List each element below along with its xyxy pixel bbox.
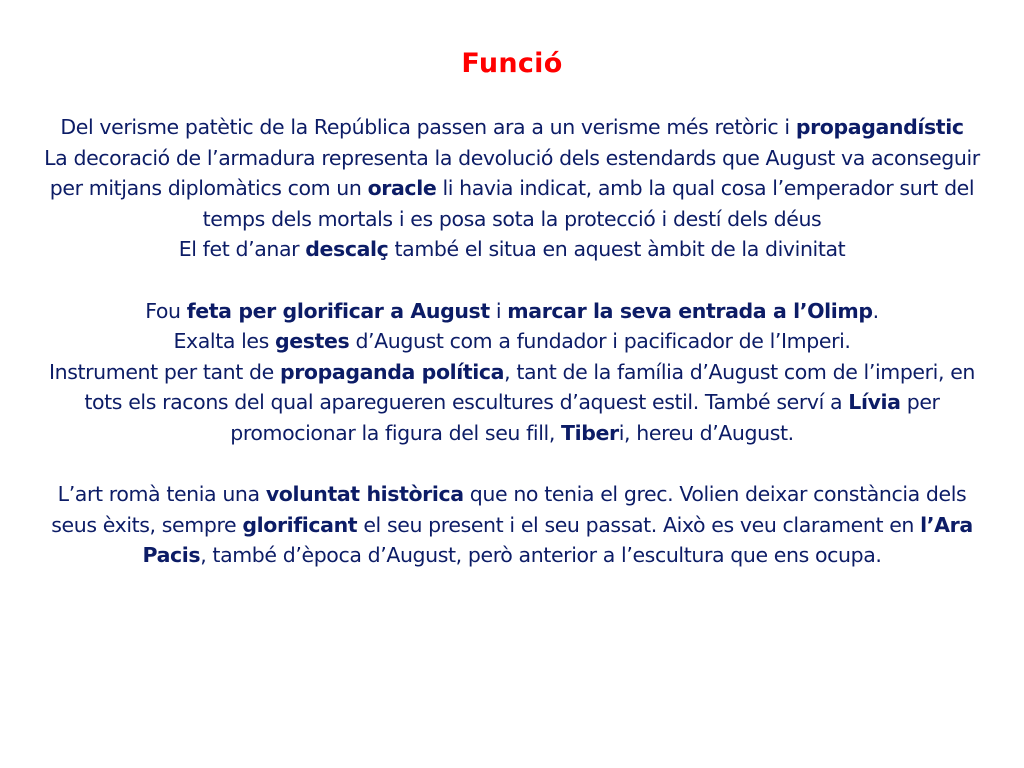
bold-run: marcar la seva entrada a l’Olimp	[507, 298, 873, 323]
bold-run: propagandístic	[795, 115, 964, 139]
spacer	[32, 265, 992, 296]
text-run: , tant de la família d’August com de l’imperi, en tots els racons del qual aparegueren escultures d’aquest estil. També serví a	[84, 359, 976, 415]
text-run: també el situa en aquest àmbit de la divinitat	[388, 237, 846, 262]
text-run: , també d’època d’August, però anterior a l’escultura que ens ocupa.	[200, 543, 882, 568]
bold-run: descalç	[305, 237, 389, 262]
text-run: Fou	[145, 298, 187, 323]
bold-run: glorificant	[242, 512, 358, 537]
text-run: Del verisme patètic de la República passen ara a un verisme més retòric i	[60, 115, 796, 139]
paragraph-decoracio	[32, 143, 992, 235]
paragraph-gestes	[32, 326, 992, 357]
bold-run: l’Ara Pacis	[142, 512, 973, 568]
text-run: i	[489, 298, 508, 323]
text-run: Exalta les	[173, 329, 276, 354]
text-run: que no tenia el grec. Volien deixar constància dels seus èxits, sempre	[51, 482, 967, 537]
bold-run: propaganda política	[279, 359, 505, 384]
text-run: Instrument per tant de	[48, 359, 280, 384]
slide-body	[32, 112, 992, 571]
text-run: La decoració de l’armadura representa la devolució dels estendards que August va aconseguir per mitjans diplomàtics com un	[44, 145, 980, 201]
text-run: el seu present i el seu passat. Això es veu clarament en	[357, 512, 921, 537]
text-run: li havia indicat, amb la qual cosa l’emperador surt del temps dels mortals i es posa sota la protecció i destí dels déus	[202, 176, 975, 231]
text-run: .	[872, 298, 879, 323]
paragraph-glorificar	[32, 296, 992, 327]
text-run: i, hereu d’August.	[618, 420, 794, 445]
paragraph-propaganda	[32, 357, 992, 449]
bold-run: oracle	[367, 176, 437, 201]
text-run: per promocionar la figura del seu fill,	[230, 390, 940, 445]
bold-run: gestes	[275, 329, 350, 354]
spacer	[32, 449, 992, 480]
text-run: L’art romà tenia una	[57, 482, 266, 507]
slide	[32, 0, 992, 768]
bold-run: feta per glorificar a August	[186, 298, 490, 323]
text-run: El fet d’anar	[178, 237, 306, 262]
text-run: d’August com a fundador i pacificador de l’Imperi.	[349, 329, 851, 354]
paragraph-voluntat-historica	[32, 479, 992, 571]
bold-run: voluntat històrica	[265, 482, 464, 507]
slide-title: Funció	[461, 48, 563, 79]
paragraph-verisme	[32, 112, 992, 143]
bold-run: Tiber	[561, 420, 619, 445]
paragraph-descalc	[32, 234, 992, 265]
bold-run: Lívia	[848, 390, 901, 415]
